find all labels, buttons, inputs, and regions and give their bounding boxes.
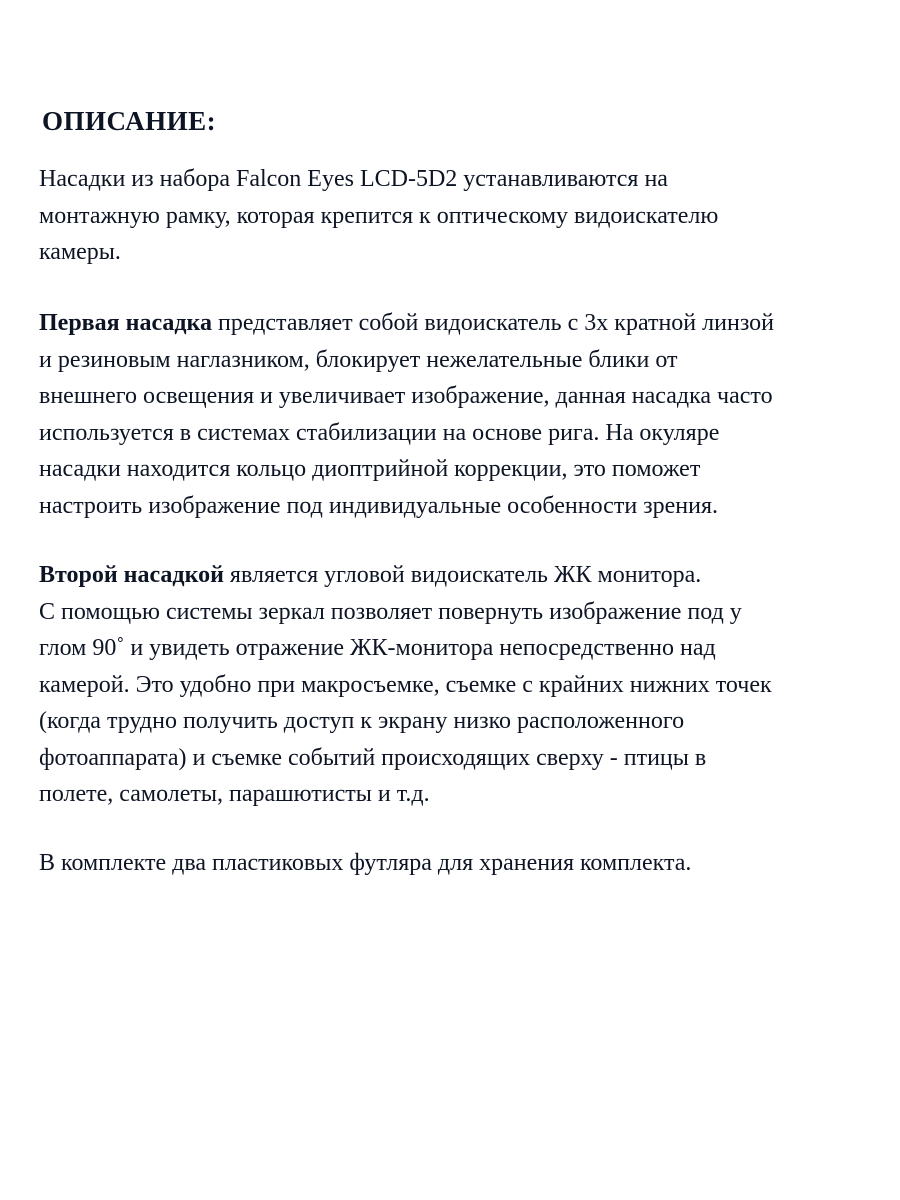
second-line-3: глом 90˚ и увидеть отражение ЖК-монитора непосредственно над xyxy=(39,635,716,661)
second-line-1-text: является угловой видоискатель ЖК монитора. xyxy=(223,562,702,588)
second-line-6: фотоаппарата) и съемке событий происходящих сверху - птицы в xyxy=(39,744,707,771)
first-line-1-text: представляет собой видоискатель с 3х кратной линзой xyxy=(212,310,774,336)
second-line-1 xyxy=(39,557,772,594)
first-line-6: настроить изображение под индивидуальные особенности зрения. xyxy=(39,492,719,519)
first-attachment-title: Первая насадка xyxy=(39,310,212,336)
second-line-7: полете, самолеты, парашютисты и т.д. xyxy=(39,781,430,807)
second-attachment-paragraph xyxy=(39,557,772,813)
closing-line: В комплекте два пластиковых футляра для хранения комплекта. xyxy=(39,850,692,876)
intro-line-3: камеры. xyxy=(39,239,121,265)
second-attachment-title: Второй насадкой xyxy=(39,562,224,588)
intro-line-1: Насадки из набора Falcon Eyes LCD-5D2 устанавливаются на xyxy=(39,166,668,192)
first-line-1 xyxy=(39,305,774,342)
second-line-5: (когда трудно получить доступ к экрану низко расположенного xyxy=(39,708,685,734)
second-line-4: камерой. Это удобно при макросъемке, съемке с крайних нижних точек xyxy=(39,671,772,698)
first-line-5: насадки находится кольцо диоптрийной коррекции, это поможет xyxy=(39,456,701,482)
first-line-3: внешнего освещения и увеличивает изображение, данная насадка часто xyxy=(39,383,773,409)
closing-paragraph xyxy=(39,845,691,882)
first-attachment-paragraph xyxy=(39,305,774,524)
second-line-2: С помощью системы зеркал позволяет повернуть изображение под у xyxy=(39,598,742,625)
intro-paragraph xyxy=(39,161,718,271)
description-heading: ОПИСАНИЕ: xyxy=(42,106,217,136)
first-line-4: используется в системах стабилизации на основе рига. На окуляре xyxy=(39,419,720,446)
first-line-2: и резиновым наглазником, блокирует нежелательные блики от xyxy=(39,346,678,373)
intro-line-2: монтажную рамку, которая крепится к оптическому видоискателю xyxy=(39,202,719,229)
